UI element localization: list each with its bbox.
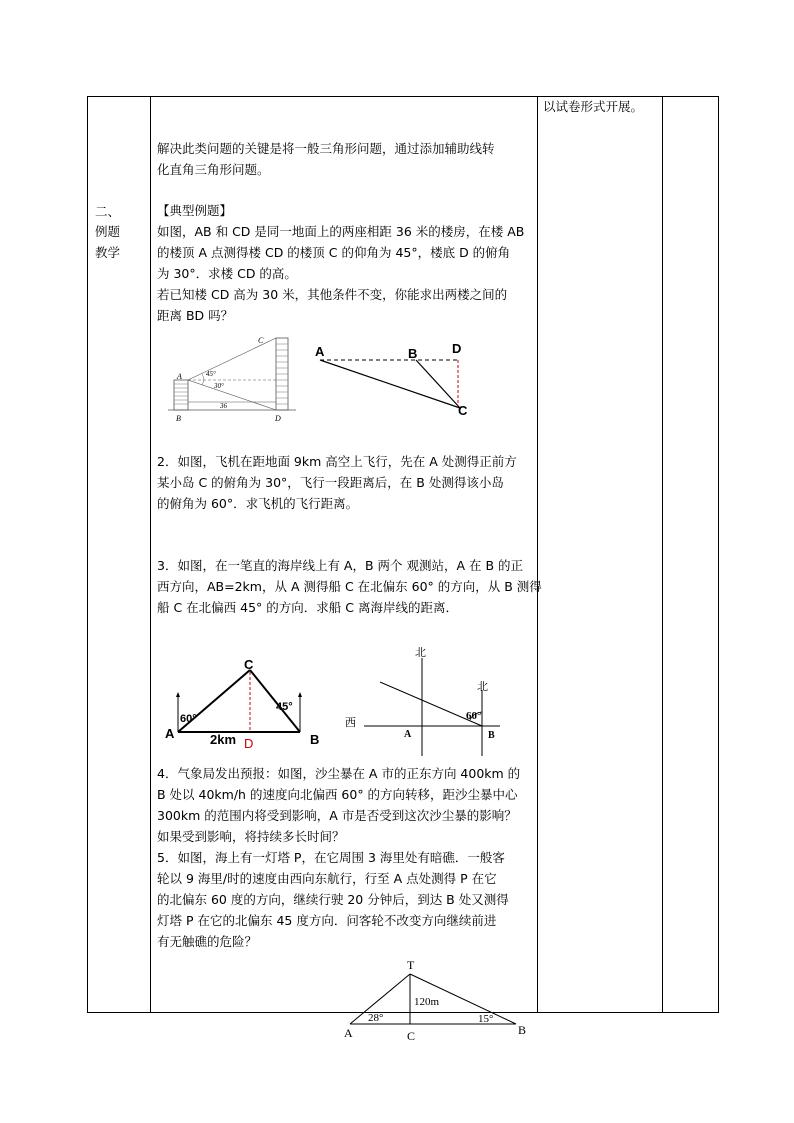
fig4-north-1: 北	[415, 647, 426, 659]
table-col-line-1	[150, 96, 151, 1013]
method-note: 以试卷形式开展。	[543, 99, 644, 114]
intro-line-1: 解决此类问题的关键是将一般三角形问题，通过添加辅助线转	[157, 141, 495, 156]
fig5-label-c: C	[407, 1029, 416, 1043]
q3-line-2: 西方向，AB=2km，从 A 测得船 C 在北偏东 60° 的方向，从 B 测得	[157, 579, 542, 594]
figure-compass	[342, 640, 512, 762]
fig4-label-b: B	[488, 730, 495, 741]
q5-line-2: 轮以 9 海里/时的速度由西向东航行，行至 A 点处测得 P 在它	[157, 871, 497, 886]
q4-line-2: B 处以 40km/h 的速度向北偏西 60° 的方向转移，距沙尘暴中心	[157, 787, 518, 802]
section-label-1: 二、	[95, 204, 121, 219]
fig2-label-d: D	[452, 341, 462, 356]
q5-line-4: 灯塔 P 在它的北偏东 45 度方向．问客轮不改变方向继续前进	[157, 913, 497, 928]
table-col-line-3	[662, 96, 663, 1013]
fig2-label-b: B	[408, 346, 418, 361]
q1-line-3: 为 30°．求楼 CD 的高。	[157, 266, 297, 281]
q3-line-1: 3．如图，在一笔直的海岸线上有 A，B 两个 观测站，A 在 B 的正	[157, 558, 524, 573]
fig1-distance: 36	[220, 402, 227, 410]
fig5-angle-15: 15°	[478, 1013, 494, 1025]
q4-line-4: 如果受到影响，将持续多长时间？	[157, 829, 345, 844]
q2-line-2: 某小岛 C 的俯角为 30°，飞行一段距离后，在 B 处测得该小岛	[157, 475, 504, 490]
q1-line-1: 如图，AB 和 CD 是同一地面上的两座相距 36 米的楼房，在楼 AB	[157, 224, 525, 239]
section-label-3: 教学	[95, 245, 121, 260]
table-col-line-2	[537, 96, 538, 1013]
fig3-label-c: C	[244, 657, 254, 672]
fig2-label-a: A	[315, 344, 325, 359]
fig5-label-t: T	[407, 958, 415, 972]
fig1-label-b: B	[176, 414, 181, 423]
fig1-label-d: D	[275, 414, 281, 423]
figure-buildings	[168, 334, 298, 424]
q2-line-3: 的俯角为 60°．求飞机的飞行距离。	[157, 496, 359, 511]
section-label-2: 例题	[95, 224, 121, 239]
q2-line-1: 2．如图，飞机在距地面 9km 高空上飞行，先在 A 处测得正前方	[157, 454, 517, 469]
q3-line-3: 船 C 在北偏西 45° 的方向．求船 C 离海岸线的距离．	[157, 600, 458, 615]
fig1-label-a: A	[177, 372, 182, 381]
intro-line-2: 化直角三角形问题。	[157, 162, 270, 177]
q5-line-3: 的北偏东 60 度的方向，继续行驶 20 分钟后，到达 B 处又测得	[157, 892, 509, 907]
fig5-angle-28: 28°	[368, 1012, 384, 1024]
q5-line-5: 有无触礁的危险？	[157, 934, 258, 949]
table-col-line-4	[718, 96, 719, 1013]
fig5-label-a: A	[344, 1026, 353, 1040]
q1-line-5: 距离 BD 吗？	[157, 308, 234, 323]
fig3-label-d: D	[244, 736, 254, 751]
fig3-label-a: A	[165, 726, 175, 741]
figure-coast-triangle	[160, 652, 330, 752]
q5-line-1: 5．如图，海上有一灯塔 P，在它周围 3 海里处有暗礁．一般客	[157, 850, 505, 865]
fig4-north-2: 北	[477, 681, 488, 693]
fig4-label-a: A	[404, 729, 412, 740]
fig3-angle-60: 60°	[180, 713, 197, 725]
q1-line-2: 的楼顶 A 点测得楼 CD 的楼顶 C 的仰角为 45°，楼底 D 的俯角	[157, 245, 511, 260]
fig5-label-b: B	[518, 1023, 527, 1037]
section-title: 【典型例题】	[157, 203, 233, 218]
fig3-angle-45: 45°	[276, 701, 293, 713]
fig3-label-b: B	[310, 732, 320, 747]
fig1-angle-30: 30°	[214, 382, 224, 390]
figure-tower	[338, 954, 538, 1046]
figure-abdc	[310, 340, 480, 420]
fig1-label-c: C	[258, 336, 264, 345]
fig5-height: 120m	[414, 996, 440, 1008]
fig2-label-c: C	[458, 403, 468, 418]
table-col-line-0	[87, 96, 88, 1013]
q4-line-3: 300km 的范围内将受到影响，A 市是否受到这次沙尘暴的影响？	[157, 808, 517, 823]
fig4-west: 西	[345, 717, 356, 729]
q4-line-1: 4．气象局发出预报：如图，沙尘暴在 A 市的正东方向 400km 的	[157, 766, 521, 781]
fig3-distance: 2km	[210, 732, 237, 747]
fig1-angle-45: 45°	[206, 370, 216, 378]
fig4-angle: 60°	[466, 710, 482, 722]
q1-line-4: 若已知楼 CD 高为 30 米，其他条件不变，你能求出两楼之间的	[157, 287, 508, 302]
